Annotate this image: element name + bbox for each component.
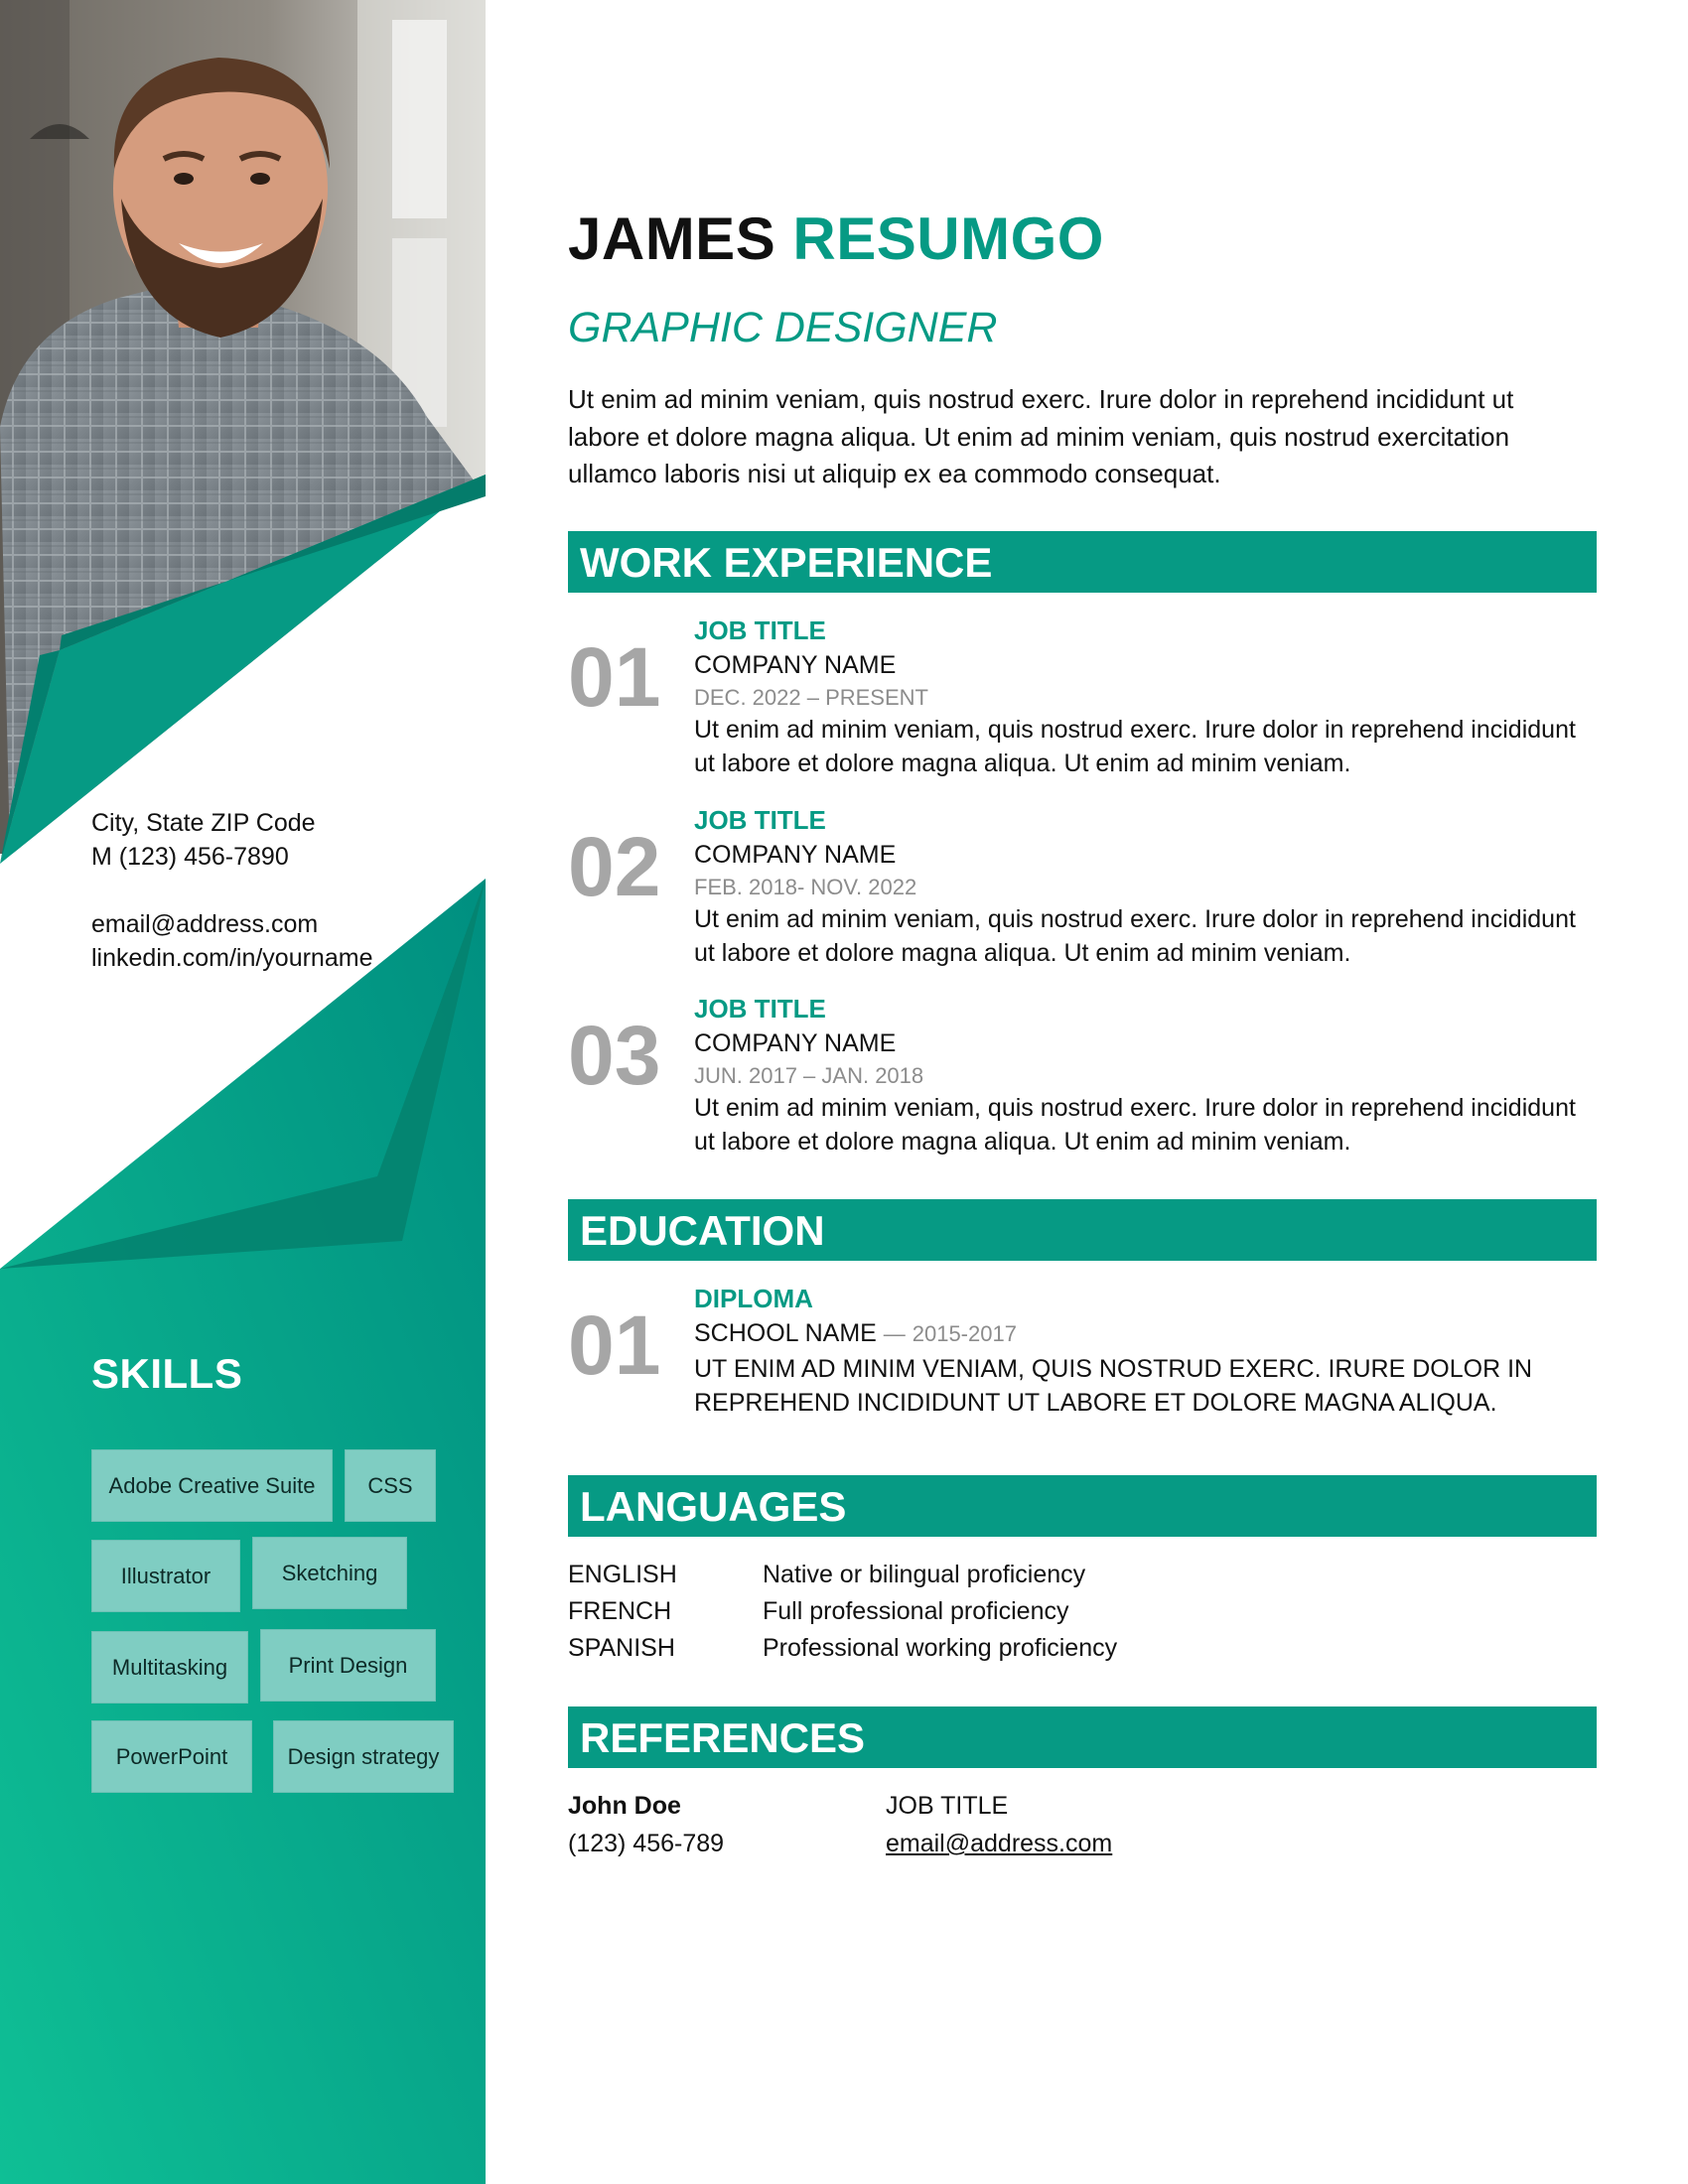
language-row	[568, 1630, 1117, 1667]
reference-details	[886, 1787, 1112, 1862]
candidate-name	[568, 205, 1104, 273]
language-level: Full professional proficiency	[763, 1597, 1069, 1625]
job-description: Ut enim ad minim veniam, quis nostrud exerc. Irure dolor in reprehend incididunt ut labore et dolore magna aliqua. Ut enim ad minim veniam.	[694, 905, 1576, 967]
school-line	[694, 1315, 1588, 1352]
company-name: COMPANY NAME	[694, 841, 897, 869]
last-name: RESUMGO	[792, 205, 1104, 272]
school-separator: —	[883, 1321, 906, 1346]
job-title: JOB TITLE	[694, 615, 826, 645]
skills-title: SKILLS	[91, 1350, 243, 1397]
language-name: FRENCH	[568, 1597, 672, 1625]
school-years: 2015-2017	[912, 1321, 1017, 1346]
skill-tag: Adobe Creative Suite	[91, 1449, 333, 1522]
degree: DIPLOMA	[694, 1284, 813, 1313]
skill-tag: Illustrator	[91, 1540, 240, 1612]
contact-info	[91, 806, 372, 975]
job-dates: FEB. 2018- NOV. 2022	[694, 875, 917, 899]
skill-tag: CSS	[345, 1449, 436, 1522]
entry-number: 01	[568, 1298, 661, 1392]
reference-phone: (123) 456-789	[568, 1830, 725, 1857]
job-dates: JUN. 2017 – JAN. 2018	[694, 1063, 924, 1088]
reference-email-link[interactable]: email@address.com	[886, 1830, 1113, 1857]
sidebar	[0, 0, 486, 2184]
language-row	[568, 1557, 1085, 1593]
skill-tag: Print Design	[260, 1629, 436, 1702]
job-description: Ut enim ad minim veniam, quis nostrud exerc. Irure dolor in reprehend incididunt ut labore et dolore magna aliqua. Ut enim ad minim veniam.	[694, 716, 1576, 777]
contact-linkedin[interactable]: linkedin.com/in/yourname	[91, 944, 373, 972]
entry-number: 02	[568, 820, 661, 913]
language-level: Native or bilingual proficiency	[763, 1561, 1086, 1588]
entry-number: 01	[568, 630, 661, 724]
skill-tag: Design strategy	[273, 1720, 454, 1793]
section-languages: LANGUAGES	[568, 1475, 1597, 1537]
skill-tag: Sketching	[252, 1537, 407, 1609]
entry-number: 03	[568, 1009, 661, 1102]
company-name: COMPANY NAME	[694, 1029, 897, 1057]
job-dates: DEC. 2022 – PRESENT	[694, 685, 928, 710]
job-role: GRAPHIC DESIGNER	[568, 304, 998, 351]
job-description: Ut enim ad minim veniam, quis nostrud exerc. Irure dolor in reprehend incididunt ut labore et dolore magna aliqua. Ut enim ad minim veniam.	[694, 1094, 1576, 1156]
sidebar-decoration	[0, 0, 486, 2184]
language-name: ENGLISH	[568, 1561, 677, 1588]
section-references: REFERENCES	[568, 1706, 1597, 1768]
contact-address: City, State ZIP Code	[91, 809, 316, 837]
language-name: SPANISH	[568, 1634, 675, 1662]
skill-tag: Multitasking	[91, 1631, 248, 1704]
reference-name: John Doe	[568, 1792, 681, 1820]
contact-phone: M (123) 456-7890	[91, 843, 289, 871]
reference-contact	[568, 1787, 724, 1862]
job-title: JOB TITLE	[694, 994, 826, 1024]
language-row	[568, 1593, 1068, 1630]
section-education: EDUCATION	[568, 1199, 1597, 1261]
education-description: UT ENIM AD MINIM VENIAM, QUIS NOSTRUD EXERC. IRURE DOLOR IN REPREHEND INCIDIDUNT UT LABORE ET DOLORE MAGNA ALIQUA.	[694, 1355, 1533, 1417]
company-name: COMPANY NAME	[694, 651, 897, 679]
first-name: JAMES	[568, 205, 776, 272]
contact-email[interactable]: email@address.com	[91, 910, 319, 938]
reference-job-title: JOB TITLE	[886, 1792, 1009, 1820]
school-name: SCHOOL NAME	[694, 1319, 877, 1347]
job-title: JOB TITLE	[694, 805, 826, 835]
profile-summary: Ut enim ad minim veniam, quis nostrud exerc. Irure dolor in reprehend incididunt ut labore et dolore magna aliqua. Ut enim ad minim veniam, quis nostrud exercitation ullamco laboris nisi ut aliquip ex ea commodo consequat.	[568, 384, 1514, 488]
skill-tag: PowerPoint	[91, 1720, 252, 1793]
language-level: Professional working proficiency	[763, 1634, 1118, 1662]
section-work-experience: WORK EXPERIENCE	[568, 531, 1597, 593]
